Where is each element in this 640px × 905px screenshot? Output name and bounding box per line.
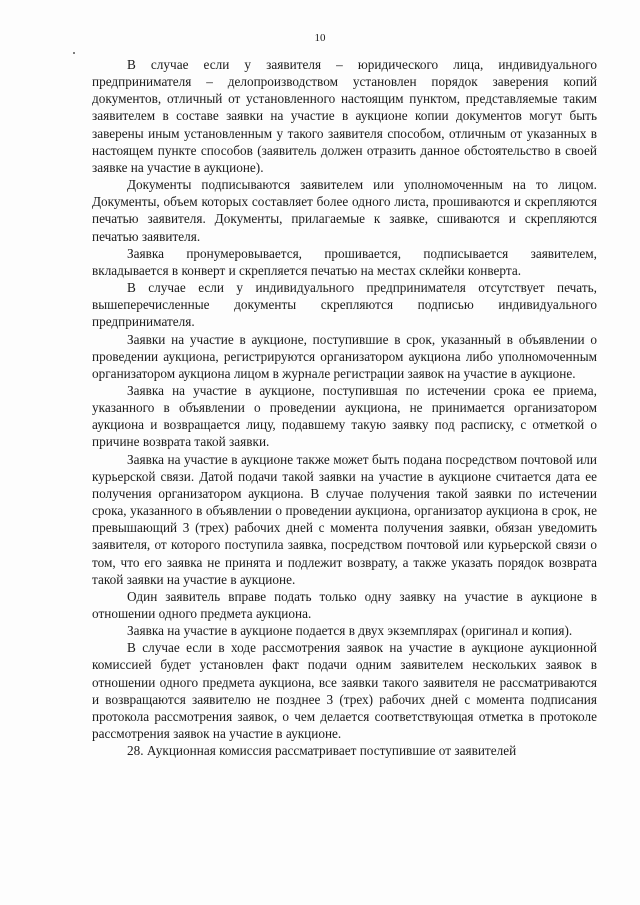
paragraph-registration: Заявки на участие в аукционе, поступившие в срок, указанный в объявлении о проведении аукциона, регистрируются организатором аукциона либо уполномоченным организатором аукциона лицом в журнале регистрации заявок на участие в аукционе.: [92, 331, 597, 381]
paragraph-no-seal: В случае если у индивидуального предпринимателя отсутствует печать, вышеперечисленные документы скрепляются подписью индивидуального предпринимателя.: [92, 280, 597, 330]
body-text: [92, 56, 597, 759]
paragraph-late-application: Заявка на участие в аукционе, поступившая по истечении срока ее приема, указанного в объявлении о проведении аукциона, не принимается организатором аукциона и возвращается лицу, подавшему такую заявку под расписку, с отметкой о причине возврата такой заявки.: [92, 382, 597, 450]
paragraph-single-application: Один заявитель вправе подать только одну заявку на участие в аукционе в отношении одного предмета аукциона.: [92, 588, 597, 621]
paragraph-multiple-applications: В случае если в ходе рассмотрения заявок на участие в аукционе аукционной комиссией будет установлен факт подачи одним заявителем нескольких заявок в отношении одного предмета аукциона, все заявки такого заявителя не рассматриваются и возвращаются заявителю не позднее 3 (трех) рабочих дней с момента подписания протокола рассмотрения заявок, о чем делается соответствующая отметка в протоколе рассмотрения заявок на участие в аукционе.: [92, 640, 597, 742]
paragraph-postal-submission: Заявка на участие в аукционе также может быть подана посредством почтовой или курьерской связи. Датой подачи такой заявки на участие в аукционе считается дата ее получения организатором аукциона. В случае получения такой заявки по истечении срока, указанного в объявлении о проведении аукциона, организатор аукциона в срок, не превышающий 3 (трех) рабочих дней с момента получения заявки, обязан уведомить заявителя, от которого поступила заявка, посредством почтовой или курьерской связи о том, что его заявка не принята и подлежит возврату, а также указать порядок возврата такой заявки на участие в аукционе.: [92, 451, 597, 587]
paragraph-copies-certification: В случае если у заявителя – юридического лица, индивидуального предпринимателя – делопроизводством установлен порядок заверения копий документов, отличный от установленного настоящим пунктом, представляемые таким заявителем в составе заявки на участие в аукционе копии документов могут быть заверены иным установленным у такого заявителя способом, отличным от указанных в настоящем пункте способов (заявитель должен отразить данное обстоятельство в своей заявке на участие в аукционе).: [92, 57, 597, 175]
page-number: 10: [314, 32, 326, 44]
paragraph-signing: Документы подписываются заявителем или уполномоченным на то лицом. Документы, объем которых составляет более одного листа, прошиваются и скрепляются печатью заявителя. Документы, прилагаемые к заявке, сшиваются и скрепляются печатью заявителя.: [92, 177, 597, 244]
paragraph-item-28: 28. Аукционная комиссия рассматривает поступившие от заявителей: [127, 743, 517, 759]
paragraph-two-copies: Заявка на участие в аукционе подается в двух экземплярах (оригинал и копия).: [127, 623, 573, 639]
scan-speck: [73, 52, 75, 54]
paragraph-numbering: Заявка пронумеровывается, прошивается, подписывается заявителем, вкладывается в конверт и скрепляется печатью на местах склейки конверта.: [92, 245, 597, 278]
